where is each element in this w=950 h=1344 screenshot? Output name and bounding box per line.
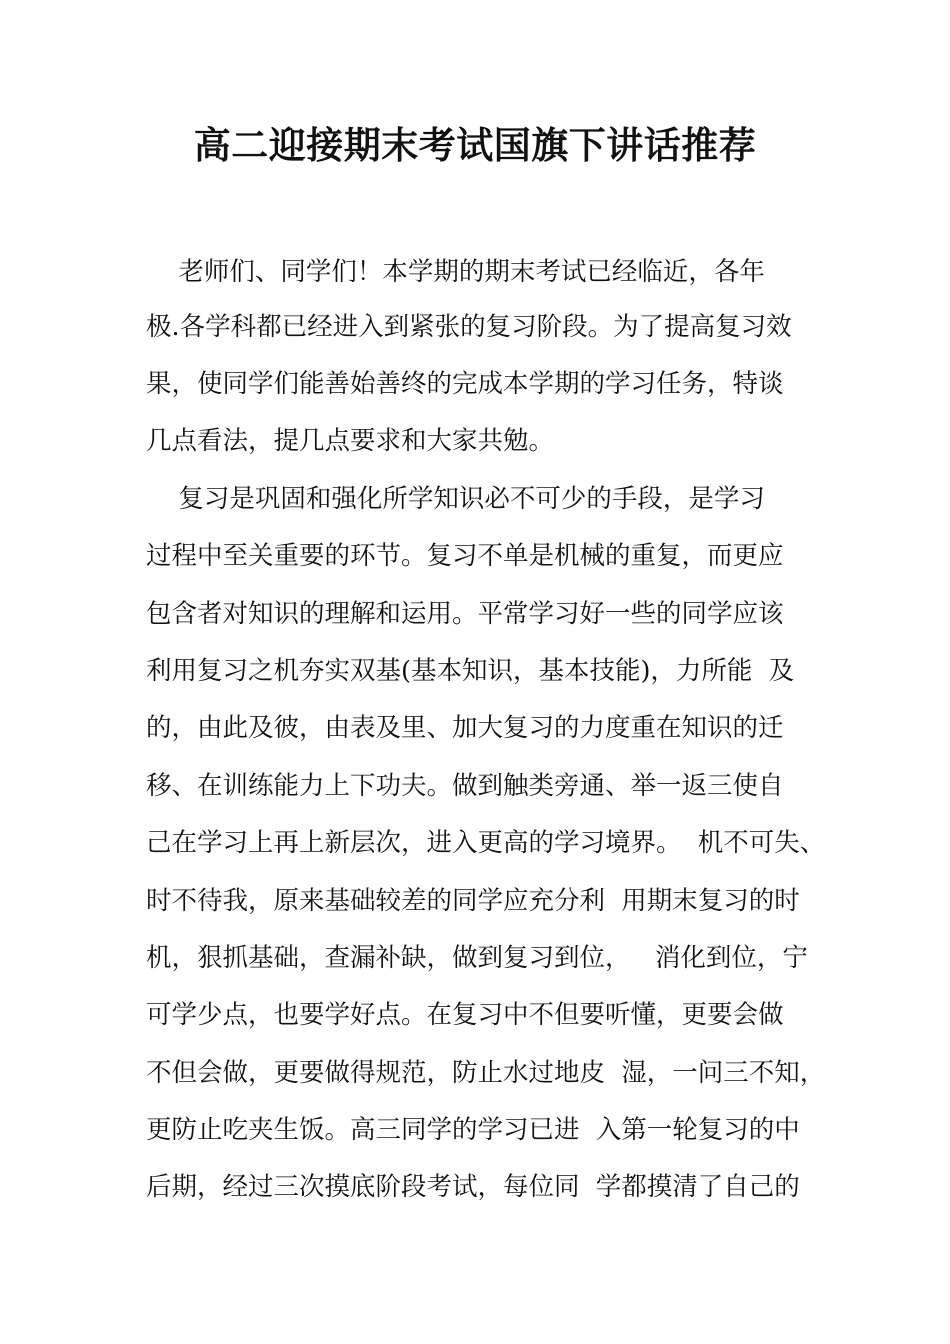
paragraph-line: 己在学习上再上新层次，进入更高的学习境界。 机不可失、 xyxy=(146,828,826,858)
paragraph-line: 移、在训练能力上下功夫。做到触类旁通、举一返三使自 xyxy=(146,771,784,801)
paragraph-line: 过程中至关重要的环节。复习不单是机械的重复，而更应 xyxy=(146,541,784,571)
paragraph-line: 更防止吃夹生饭。高三同学的学习已进 入第一轮复习的中 xyxy=(146,1115,800,1145)
paragraph-line: 的，由此及彼，由表及里、加大复习的力度重在知识的迁 xyxy=(146,713,784,743)
paragraph-line: 包含者对知识的理解和运用。平常学习好一些的同学应该 xyxy=(146,599,784,629)
paragraph-line: 可学少点，也要学好点。在复习中不但要听懂，更要会做 xyxy=(146,1000,784,1030)
document-title: 高二迎接期末考试国旗下讲话推荐 xyxy=(193,123,757,167)
paragraph-line: 时不待我，原来基础较差的同学应充分利 用期末复习的时 xyxy=(146,886,800,916)
paragraph-line: 不但会做，更要做得规范，防止水过地皮 湿，一问三不知， xyxy=(146,1058,826,1088)
paragraph-line: 利用复习之机夯实双基(基本知识，基本技能)，力所能 及 xyxy=(146,656,795,686)
paragraph-line: 老师们、同学们！本学期的期末考试已经临近，各年 xyxy=(146,257,765,287)
paragraph-line: 复习是巩固和强化所学知识必不可少的手段，是学习 xyxy=(146,484,765,514)
paragraph-line: 极.各学科都已经进入到紧张的复习阶段。为了提高复习效 xyxy=(146,312,792,342)
paragraph-line: 几点看法，提几点要求和大家共勉。 xyxy=(146,426,555,456)
paragraph-line: 果，使同学们能善始善终的完成本学期的学习任务，特谈 xyxy=(146,369,784,399)
paragraph-line: 机，狠抓基础，查漏补缺，做到复习到位， 消化到位，宁 xyxy=(146,943,808,973)
paragraph-line: 后期，经过三次摸底阶段考试，每位同 学都摸清了自己的 xyxy=(146,1172,800,1202)
